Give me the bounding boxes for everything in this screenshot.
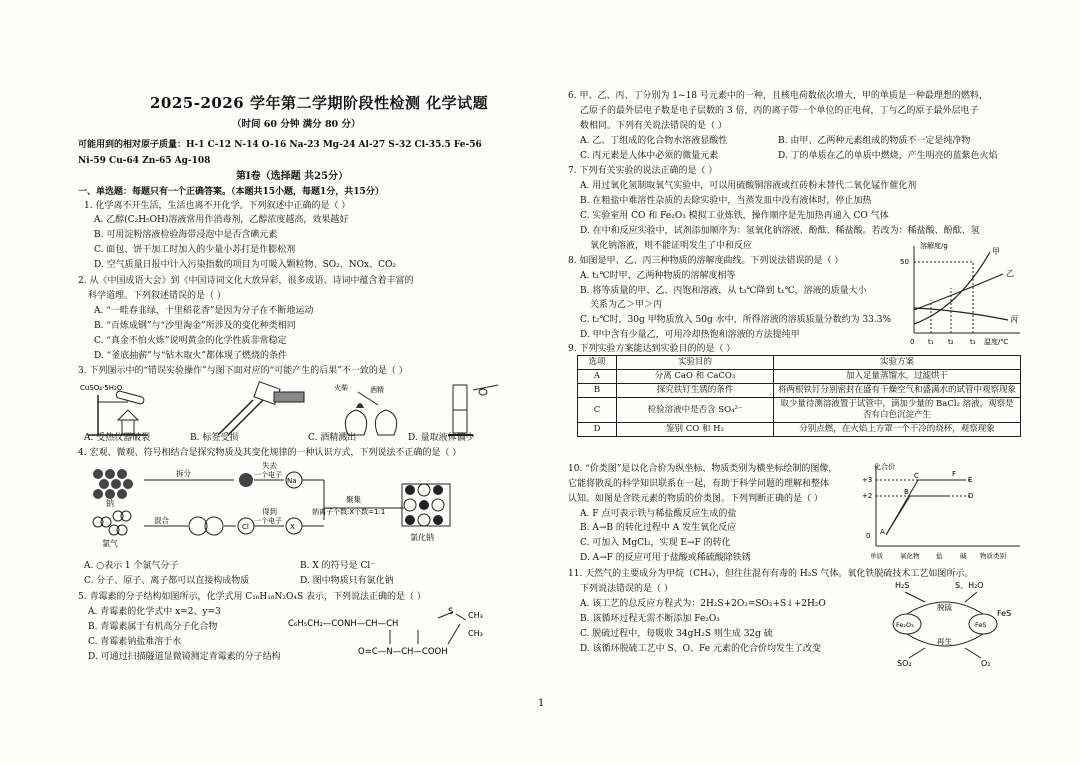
q2-option-d: D. “釜底抽薪”与“钻木取火”都体现了燃烧的条件 (94, 351, 288, 361)
q10-y-tick-3: +3 (862, 476, 873, 484)
q8-y-label: 溶解度/g (920, 242, 948, 250)
table-row (578, 370, 1021, 384)
q9-cell: 将两根铁钉分别密封在盛有干燥空气和盛满水的试管中观察现象 (774, 384, 1021, 398)
q6-stem-1: 6. 甲、乙、丙、丁分别为 1~18 号元素中的一种，且核电荷数依次增大，甲的单质是一种最理想的燃料， (568, 91, 988, 101)
q3-figure-a (80, 384, 148, 435)
q8-x-label: 温度/℃ (984, 338, 1009, 346)
q11-h2s-label: H₂S (895, 581, 910, 590)
q3-option-a: A. 受热仪器破裂 (84, 433, 151, 443)
q3-fire-label: 火柴 (334, 384, 348, 392)
q11-so2-label: SO₂ (897, 659, 912, 668)
q4-option-d: D. 图中物质只有氯化钠 (300, 576, 394, 586)
q10-point-a: A (880, 528, 885, 536)
q8-stem: 8. 如图是甲、乙、丙三种物质的溶解度曲线。下列说法错误的是（ ） (568, 256, 844, 266)
q6-option-a: A. 乙、丁组成的化合物水溶液显酸性 (580, 136, 728, 146)
q6-stem-2: 乙原子的最外层电子数是电子层数的 3 倍，丙的离子带一个单位的正电荷，丁与乙的原子最外层电子 (580, 106, 979, 116)
q4-sodium-label: 钠 (106, 499, 114, 508)
q9-header-goal: 实验目的 (617, 356, 774, 370)
q10-x-label-3: 碱 (960, 552, 967, 560)
q9-stem: 9. 下列实验方案能达到实验目的的是（ ） (568, 344, 736, 354)
q7-option-c: C. 实验室用 CO 和 Fe₂O₃ 模拟工业炼铁，操作顺序是先加热再通入 CO 气体 (580, 211, 889, 221)
q4-e2-label: 一个电子 (254, 517, 282, 525)
q4-na-atom (239, 473, 253, 487)
q9-cell: A (578, 370, 617, 384)
q10-y-tick-0: 0 (866, 532, 871, 540)
q9-cell: 分离 CaO 和 CaCO₃ (617, 370, 774, 384)
q10-x-label-0: 单质 (870, 552, 883, 560)
q1-option-b: B. 可用淀粉溶液检验海带浸泡中是否含碘元素 (94, 230, 278, 240)
q5-formula-s: S (448, 607, 454, 617)
q4-nacl-label: 氯化钠 (410, 533, 434, 542)
q2-stem: 2. 从《中国成语大会》到《中国诗词文化大放异彩，很多成语、诗词中蕴含着丰富的 (78, 276, 414, 286)
q5-penicillin-structure (288, 604, 508, 664)
q2-stem-2: 科学道理。下列叙述错误的是（ ） (88, 291, 226, 301)
q10-point-e: E (968, 476, 973, 484)
q9-cell: B (578, 384, 617, 398)
q9-header-row (578, 356, 1021, 370)
q8-curve-jia (914, 252, 990, 324)
svg-text:Na: Na (287, 477, 297, 485)
q9-cell: 分别点燃，在火焰上方罩一个干冷的烧杯，观察现象 (774, 423, 1021, 437)
q11-stem-2: 下列说法错误的是（ ） (580, 584, 673, 594)
q10-x-label-1: 氧化物 (900, 552, 920, 560)
q9-cell: 鉴别 CO 和 H₂ (617, 423, 774, 437)
q10-valence-chart (860, 460, 1025, 568)
table-row (578, 398, 1021, 423)
q6-option-d: D. 丁的单质在乙的单质中燃烧，产生明亮的蓝紫色火焰 (778, 151, 998, 161)
q1-option-c: C. 面包、饼干加工时加入的少量小苏打是作膨松剂 (94, 245, 296, 255)
q11-option-d: D. 该循环脱硫工艺中 S、O、Fe 元素的化合价均发生了改变 (580, 644, 821, 654)
q8-option-c: C. t₂℃时，30g 甲物质放入 50g 水中，所得溶液的溶质质量分数约为 33.3% (580, 315, 892, 325)
q4-sodium-lattice (93, 469, 133, 508)
q4-cl2-label: 氯气 (102, 539, 118, 548)
q5-option-a: A. 青霉素的化学式中 x=2、y=3 (88, 607, 221, 617)
q3-option-b: B. 标签受损 (190, 433, 239, 443)
q4-option-c: C. 分子、原子、离子都可以直接构成物质 (84, 576, 250, 586)
atomic-masses-line-2: Ni-59 Cu-64 Zn-65 Ag-108 (78, 156, 211, 166)
q7-option-a: A. 用过氧化氢制取氧气实验中，可以用硫酸铜溶液或红砖粉末替代二氧化锰作催化剂 (580, 181, 917, 191)
q3-figure-c (334, 383, 397, 435)
q8-x-tick-2: t₂ (948, 338, 954, 346)
page-number: 1 (538, 698, 545, 709)
q10-point-f: F (952, 470, 957, 478)
q11-o2-label: O₂ (981, 659, 991, 668)
q5-option-c: C. 青霉素钠盐难溶于水 (88, 637, 182, 647)
q9-cell: C (578, 398, 617, 423)
q4-lose-label: 失去 (262, 461, 277, 470)
q9-table (577, 355, 1021, 437)
q10-option-b: B. A→B 的转化过程中 A 发生氧化反应 (580, 523, 737, 533)
q3-option-d: D. 量取液体偏少 (408, 433, 475, 443)
q11-option-b: B. 该循环过程无需不断添加 Fe₂O₃ (580, 614, 720, 624)
q7-option-b: B. 在粗盐中难溶性杂质的去除实验中，当蒸发皿中没有液体时，停止加热 (580, 196, 872, 206)
q4-gain-label: 得到 (262, 507, 277, 516)
q2-option-c: C. “真金不怕火炼”说明黄金的化学性质非常稳定 (94, 336, 287, 346)
q3-option-c: C. 酒精溅出 (308, 433, 357, 443)
q4-e1-label: 一个电子 (254, 471, 282, 479)
q8-option-d: D. 甲中含有少量乙，可用冷却热饱和溶液的方法提纯甲 (580, 330, 800, 340)
q2-option-b: B. “百炼成钢”与“沙里淘金”所涉及的变化种类相同 (94, 321, 296, 331)
q10-x-label-2: 盐 (936, 552, 943, 560)
q8-series-jia: 甲 (992, 247, 1000, 256)
q9-header-plan: 实验方案 (774, 356, 1021, 370)
q7-stem: 7. 下列有关实验的说法正确的是（ ） (568, 166, 718, 176)
q8-x-tick-3: t₃ (970, 338, 976, 346)
q5-formula-bottom: O=C—N—CH—COOH (358, 647, 448, 657)
q8-option-a: A. t₁℃时甲、乙两种物质的溶解度相等 (580, 271, 736, 281)
q10-point-b: B (904, 488, 909, 496)
q11-desulfurization-cycle (885, 576, 1025, 668)
q2-option-a: A. “一畦春韭绿，十里稻花香”是因为分子在不断地运动 (94, 306, 314, 316)
q9-cell: 检验溶液中是否含 SO₄²⁻ (617, 398, 774, 423)
q4-nacl-lattice (402, 484, 450, 542)
q3-stem: 3. 下列图示中的“错误实验操作”与图下面对应的“可能产生的后果”不一致的是（ ） (78, 366, 408, 376)
q4-option-a: A. ○表示 1 个氯气分子 (84, 561, 179, 571)
q3-cuso4-label: CuSO₄·5H₂O (80, 384, 123, 392)
q3-figure-b (218, 382, 304, 435)
q7-option-d-1: D. 在中和反应实验中，试剂添加顺序为：氢氧化钠溶液、酚酞、稀盐酸。若改为：稀盐酸、酚酞、氢 (580, 226, 980, 236)
q10-stem-3: 认知。如图是含铁元素的物质的价类图。下列判断正确的是（ ） (568, 494, 823, 504)
q9-cell: D (578, 423, 617, 437)
q5-stem: 5. 青霉素的分子结构如图所示，化学式用 C₁₆H₁₈N₂O₄S 表示，下列说法正确的是（ ） (78, 592, 426, 602)
q4-chlorine-molecules (93, 511, 131, 548)
q8-x-tick-1: t₁ (928, 338, 934, 346)
q5-option-b: B. 青霉素属于有机高分子化合物 (88, 622, 218, 632)
q8-x-tick-0: 0 (910, 338, 915, 346)
q10-point-c: C (914, 472, 919, 480)
q10-y-tick-2: +2 (862, 492, 873, 500)
q5-formula-ch3b: CH₃ (468, 629, 483, 638)
exam-subtitle: （时间 60 分钟 满分 80 分） (232, 119, 361, 130)
svg-text:FeS: FeS (975, 621, 987, 629)
q4-reaction-figure (84, 460, 524, 550)
q11-fes-label: FeS (997, 609, 1012, 618)
q3-lamp-label: 酒精 (370, 386, 384, 394)
part-heading: 一、单选题：每题只有一个正确答案。（本题共15小题，每题1分，共15分） (78, 187, 384, 197)
svg-text:Cl: Cl (242, 523, 249, 531)
q5-formula-ch3a: CH₃ (468, 611, 483, 620)
q11-option-a: A. 该工艺的总反应方程式为：2H₂S+2O₂=SO₂+S↓+2H₂O (580, 599, 826, 609)
q5-option-d: D. 可通过扫描隧道显微镜测定青霉素的分子结构 (88, 652, 281, 662)
q8-curve-yi (914, 274, 1003, 310)
svg-text:X: X (290, 523, 295, 531)
q3-figure-d (448, 385, 498, 435)
section-heading: 第Ⅰ卷（选择题 共25分） (236, 171, 349, 182)
q5-formula-top: C₆H₅CH₂—CONH—CH—CH (288, 619, 399, 629)
q11-fe2o3-label: Fe₂O₃ (896, 621, 914, 629)
q10-option-d: D. A→F 的反应可用于盐酸或稀硫酸除铁锈 (580, 553, 751, 563)
q1-stem: 1. 化学离不开生活，生活也离不开化学。下列叙述中正确的是（ ） (84, 201, 351, 211)
q10-option-a: A. F 点可表示铁与稀盐酸反应生成的盐 (580, 509, 737, 519)
q7-option-d-2: 氧化钠溶液，则不能证明发生了中和反应 (590, 241, 753, 251)
q4-mix-label: 混合 (154, 516, 169, 525)
q11-s-h2o-label: S、H₂O (955, 581, 984, 590)
q9-header-option: 选项 (578, 356, 617, 370)
q4-stem: 4. 宏观、微观、符号相结合是探究物质及其变化规律的一种认识方式，下列说法不正确的是（ ） (78, 448, 462, 458)
q11-regen-label: 再生 (937, 637, 952, 646)
q1-option-a: A. 乙醇(C₂H₅OH)溶液常用作消毒剂，乙醇浓度越高，效果越好 (94, 215, 349, 225)
q9-cell: 加入足量蒸馏水，过滤烘干 (774, 370, 1021, 384)
atomic-masses-line-1: 可能用到的相对原子质量：H-1 C-12 N-14 O-16 Na-23 Mg-24 Al-27 S-32 Cl-35.5 Fe-56 (78, 140, 482, 150)
table-row (578, 423, 1021, 437)
q6-option-c: C. 丙元素是人体中必须的微量元素 (580, 151, 719, 161)
q11-desulf-label: 脱硫 (937, 603, 952, 612)
q4-option-b: B. X 的符号是 Cl⁻ (300, 561, 375, 571)
q4-split-label: 拆分 (176, 469, 191, 478)
q8-series-bing: 丙 (1010, 315, 1018, 324)
q4-ratio-label: 钠离子个数:X个数=1:1 (312, 508, 386, 516)
table-row (578, 384, 1021, 398)
q10-option-c: C. 可加入 MgCl₂，实现 E→F 的转化 (580, 538, 731, 548)
q8-option-b-1: B. 将等质量的甲、乙、丙饱和溶液，从 t₃℃降到 t₁℃，溶液的质量大小 (580, 286, 867, 296)
q4-aggregate-label: 聚集 (346, 495, 361, 504)
q8-series-yi: 乙 (1006, 269, 1014, 278)
q6-option-b: B. 由甲、乙两种元素组成的物质不一定是纯净物 (778, 136, 971, 146)
q10-stem-1: 10. “价类图”是以化合价为纵坐标、物质类别为横坐标绘制的图像， (568, 464, 838, 474)
q10-point-d: D (968, 492, 974, 500)
q11-stem-1: 11. 天然气的主要成分为甲烷（CH₄），但往往混有有毒的 H₂S 气体。氧化铁脱硫技术工艺如图所示。 (568, 569, 974, 579)
q1-option-d: D. 空气质量日报中计入污染指数的项目为可吸入颗粒物、SO₂、NOx、CO₂ (94, 260, 396, 270)
q6-stem-3: 数相同。下列有关说法错误的是（ ） (580, 121, 727, 131)
q9-cell: 探究铁钉生锈的条件 (617, 384, 774, 398)
q3-apparatus-figure (78, 380, 518, 440)
q8-solubility-chart (898, 238, 1028, 346)
q10-stem-2: 它能将散乱的科学知识联系在一起，有助于科学问题的理解和整体 (568, 479, 830, 489)
q10-y-label: 化合价 (874, 463, 895, 471)
q8-y-tick: 50 (900, 258, 909, 266)
exam-title: 2025-2026 学年第二学期阶段性检测 化学试题 (150, 94, 489, 112)
q11-option-c: C. 脱硫过程中，每吸收 34gH₂S 则生成 32g 硫 (580, 629, 773, 639)
q10-x-label-4: 物质类别 (980, 552, 1006, 560)
q9-cell: 取少量待测溶液置于试管中，滴加少量的 BaCl₂ 溶液，观察是否有白色沉淀产生 (774, 398, 1021, 423)
q8-option-b-2: 关系为乙＞甲＞丙 (590, 300, 663, 310)
